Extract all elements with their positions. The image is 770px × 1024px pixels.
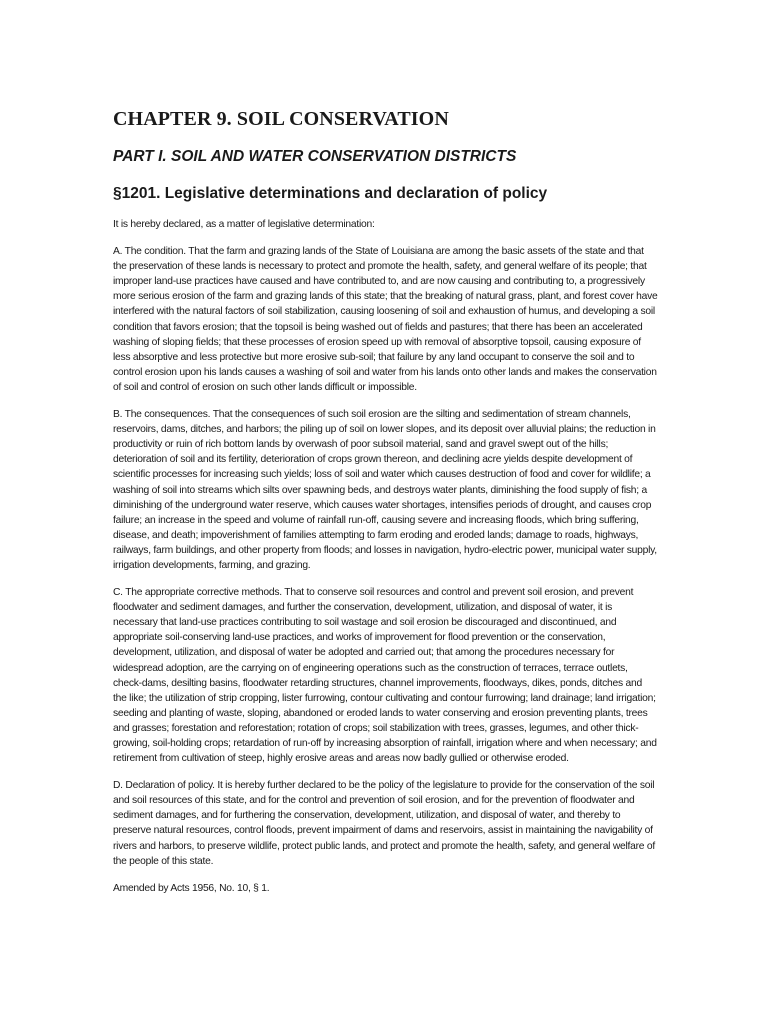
section-title: §1201. Legislative determinations and declaration of policy: [113, 185, 548, 202]
document-page: [113, 108, 658, 908]
part-title: PART I. SOIL AND WATER CONSERVATION DISTRICTS: [113, 148, 517, 165]
paragraph-c-corrective-methods: C. The appropriate corrective methods. That to conserve soil resources and control and prevent soil erosion, and prevent floodwater and sediment damages, and further the conservation, development, utilization, and disposal of water, it is necessary that land-use practices contributing to soil wastage and soil erosion be discouraged and discontinued, and appropriate soil-conserving land-use practices, and works of improvement for flood prevention or the conservation, development, utilization, and disposal of water be adopted and carried out; that among the procedures necessary for widespread adoption, are the carrying on of engineering operations such as the construction of terraces, terrace outlets, check-dams, desilting basins, floodwater retarding structures, channel improvements, floodways, dikes, ponds, ditches and the like; the utilization of strip cropping, lister furrowing, contour cultivating and contour furrowing; land drainage; land irrigation; seeding and planting of waste, sloping, abandoned or eroded lands to water conserving and erosion preventing plants, trees and grasses; forestation and reforestation; rotation of crops; soil stabilization with trees, grasses, legumes, and other thick-growing, soil-holding crops; retardation of run-off by increasing absorption of rainfall, irrigation where and when necessary; and retirement from cultivation of steep, highly erosive areas and areas now badly gullied or otherwise eroded.: [113, 587, 657, 765]
intro-paragraph: It is hereby declared, as a matter of legislative determination:: [113, 219, 375, 230]
amendment-note: Amended by Acts 1956, No. 10, § 1.: [113, 882, 270, 894]
paragraph-d-declaration-of-policy: D. Declaration of policy. It is hereby further declared to be the policy of the legislature to provide for the conservation of the soil and soil resources of this state, and for the control and prevention of soil erosion, and for the prevention of floodwater and sediment damages, and for furthering the conservation, development, utilization, and disposal of water, and thereby to preserve natural resources, control floods, prevent impairment of dams and reservoirs, assist in maintaining the navigability of rivers and harbors, to preserve wildlife, protect public lands, and protect and promote the health, safety, and general welfare of the people of this state.: [113, 780, 655, 867]
chapter-title: CHAPTER 9. SOIL CONSERVATION: [113, 108, 449, 130]
paragraph-b-consequences: B. The consequences. That the consequences of such soil erosion are the silting and sedimentation of stream channels, reservoirs, dams, ditches, and harbors; the piling up of soil on lower slopes, and its deposit over alluvial plains; the reduction in productivity or ruin of rich bottom lands by overwash of poor subsoil material, sand and gravel swept out of the hills; deterioration of soil and its fertility, deterioration of crops grown thereon, and declining acre yields despite development of scientific processes for increasing such yields; loss of soil and water which causes destruction of food and cover for wildlife; a washing of soil into streams which silts over spawning beds, and destroys water plants, diminishing the food supply of fish; a diminishing of the underground water reserve, which causes water shortages, intensifies periods of drought, and causes crop failure; an increase in the speed and volume of rainfall run-off, causing severe and increasing floods, which bring suffering, disease, and death; impoverishment of families attempting to farm eroding and eroded lands; damage to roads, highways, railways, farm buildings, and other property from floods; and losses in navigation, hydro-electric power, municipal water supply, irrigation developments, farming, and grazing.: [113, 409, 657, 571]
paragraph-a-condition: A. The condition. That the farm and grazing lands of the State of Louisiana are among the basic assets of the state and that the preservation of these lands is necessary to protect and promote the health, safety, and general welfare of its people; that improper land-use practices have caused and have contributed to, and are now causing and contributing to, a progressively more serious erosion of the farm and grazing lands of this state; that the breaking of natural grass, plant, and forest cover have interfered with the natural factors of soil stabilization, causing loosening of soil and exhaustion of humus, and developing a soil condition that favors erosion; that the topsoil is being washed out of fields and pastures; that there has been an accelerated washing of sloping fields; that these processes of erosion speed up with removal of absorptive topsoil, causing exposure of less absorptive and less protective but more erosive sub-soil; that failure by any land occupant to conserve the soil and to control erosion upon his lands causes a washing of soil and water from his lands onto other lands and makes the conservation of soil and control of erosion on such other lands difficult or impossible.: [113, 246, 658, 393]
